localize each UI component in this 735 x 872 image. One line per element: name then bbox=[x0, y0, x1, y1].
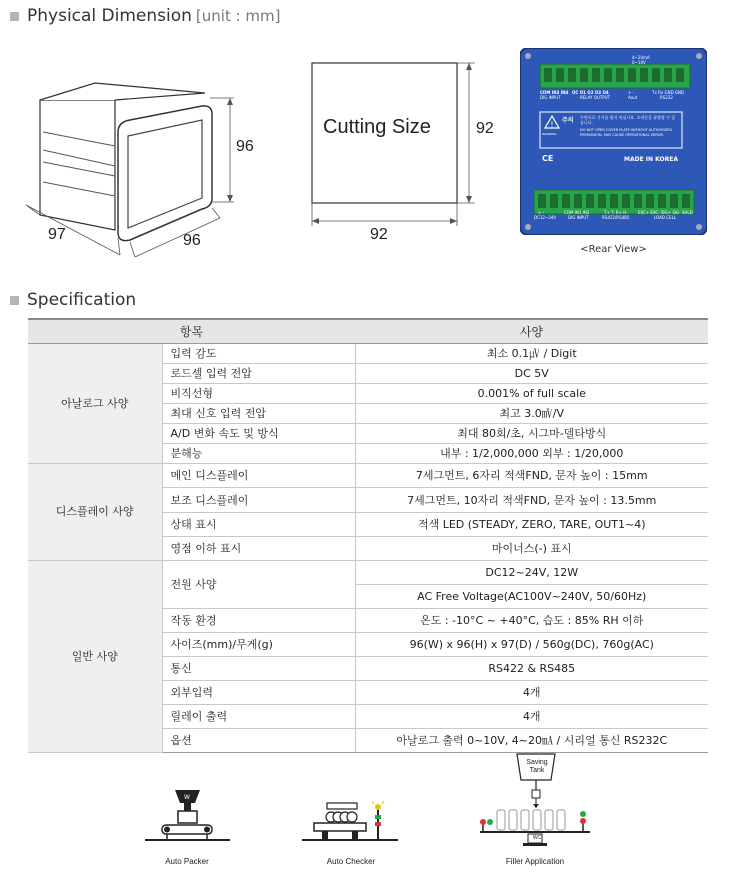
cutting-height-label: 92 bbox=[476, 120, 494, 137]
row-value: 4개 bbox=[355, 680, 708, 704]
rear-warning-text: DO NOT OPEN COVER PLATE WITHOUT AUTHORIZED PERMISSION. MAY CAUSE OPERATIONAL ERROR. bbox=[580, 128, 673, 137]
category-analog: 아날로그 사양 bbox=[28, 343, 162, 463]
table-row bbox=[28, 560, 708, 584]
rear-label-dig-input-top: DIG INPUT bbox=[540, 95, 561, 100]
row-value: 아날로그 출력 0~10V, 4~20㎃ / 시리얼 통신 RS232C bbox=[355, 728, 708, 752]
row-value: RS422 & RS485 bbox=[355, 656, 708, 680]
row-value: DC12~24V, 12W bbox=[355, 560, 708, 584]
row-value: 적색 LED (STEADY, ZERO, TARE, OUT1~4) bbox=[355, 512, 708, 536]
row-item: 로드셀 입력 전압 bbox=[162, 363, 355, 383]
row-value: AC Free Voltage(AC100V~240V, 50/60Hz) bbox=[355, 584, 708, 608]
row-value: 7세그먼트, 6자리 적색FND, 문자 높이 : 15mm bbox=[355, 463, 708, 487]
row-value: 마이너스(-) 표시 bbox=[355, 536, 708, 560]
header-item: 항목 bbox=[28, 319, 355, 343]
rear-label-com-in1-in2: COM IN1 IN2 bbox=[564, 210, 590, 215]
row-value: 온도 : -10°C ~ +40°C, 습도 : 85% RH 이하 bbox=[355, 608, 708, 632]
rear-label-power-pm: + - bbox=[538, 210, 545, 215]
row-item: 보조 디스플레이 bbox=[162, 487, 355, 512]
cutting-size-drawing bbox=[305, 56, 480, 231]
rear-label-dig-input-bottom: DIG INPUT bbox=[568, 215, 589, 220]
rear-label-load-cell: LOAD CELL bbox=[654, 215, 677, 220]
rear-warning-en: WARNING bbox=[542, 132, 557, 136]
rear-label-oc-o1-o4: OC O1 O2 O3 O4 bbox=[572, 90, 609, 95]
rear-view-illustration bbox=[520, 48, 707, 235]
header-value: 사양 bbox=[355, 319, 708, 343]
svg-text:!: ! bbox=[550, 120, 554, 129]
row-item: 통신 bbox=[162, 656, 355, 680]
rear-label-aout-pm: + - bbox=[628, 90, 635, 95]
row-item: 전원 사양 bbox=[162, 560, 355, 608]
row-item: 입력 감도 bbox=[162, 343, 355, 363]
auto-checker-label: Auto Checker bbox=[326, 857, 376, 866]
rear-label-aout: Aout bbox=[628, 95, 638, 100]
row-item: A/D 변화 속도 및 방식 bbox=[162, 423, 355, 443]
rear-label-com-in3-in4: COM IN3 IN4 bbox=[540, 90, 569, 95]
table-header-row bbox=[28, 319, 708, 343]
row-value: 최소 0.1㎶ / Digit bbox=[355, 343, 708, 363]
section-bullet bbox=[10, 12, 19, 21]
rear-label-rs422-rs485: RS422/RS485 bbox=[602, 215, 630, 220]
rear-label-t-r: T+ T- R+ R- bbox=[604, 210, 628, 215]
row-item: 영점 이하 표시 bbox=[162, 536, 355, 560]
rear-label-tx-rx: Tx Rx GND GND bbox=[652, 90, 685, 95]
row-item: 릴레이 출력 bbox=[162, 704, 355, 728]
row-item: 작동 환경 bbox=[162, 608, 355, 632]
section-bullet bbox=[10, 296, 19, 305]
physical-dimension-title: Physical Dimension bbox=[27, 6, 192, 26]
rear-label-dc12-24v: DC12~24V bbox=[534, 215, 557, 220]
rear-warning-title: 주의 bbox=[562, 117, 574, 124]
made-in-korea: MADE IN KOREA bbox=[624, 156, 678, 163]
rear-view-caption: <Rear View> bbox=[580, 244, 647, 255]
row-value: 4개 bbox=[355, 704, 708, 728]
rear-label-0-10v: 0~10V bbox=[632, 60, 646, 65]
row-value: 96(W) x 96(H) x 97(D) / 560g(DC), 760g(AC) bbox=[355, 632, 708, 656]
rear-view-panel bbox=[520, 48, 707, 235]
row-value: 내부 : 1/2,000,000 외부 : 1/20,000 bbox=[355, 443, 708, 463]
row-value: DC 5V bbox=[355, 363, 708, 383]
row-value: 0.001% of full scale bbox=[355, 383, 708, 403]
row-item: 분해능 bbox=[162, 443, 355, 463]
filler-application-label: Filler Application bbox=[505, 857, 565, 866]
cutting-width-label: 92 bbox=[370, 226, 388, 243]
auto-packer-illustration bbox=[140, 785, 235, 850]
auto-checker-illustration bbox=[300, 795, 400, 850]
rear-label-rs232: RS232 bbox=[660, 95, 673, 100]
table-row bbox=[28, 343, 708, 363]
svg-text:W: W bbox=[184, 794, 190, 801]
row-item: 옵션 bbox=[162, 728, 355, 752]
unit-label: [unit : mm] bbox=[195, 7, 281, 25]
rear-label-relay-output: RELAY OUTPUT bbox=[580, 95, 611, 100]
table-row bbox=[28, 463, 708, 487]
cutting-size-label: Cutting Size bbox=[323, 116, 431, 138]
rear-label-4-20ma: 4~20mA bbox=[632, 55, 650, 60]
row-value: 최대 80회/초, 시그마-델타방식 bbox=[355, 423, 708, 443]
row-item: 상태 표시 bbox=[162, 512, 355, 536]
row-item: 비직선형 bbox=[162, 383, 355, 403]
ce-mark: CE bbox=[542, 154, 554, 163]
box-width-label: 96 bbox=[183, 232, 201, 249]
category-general: 일반 사양 bbox=[28, 560, 162, 752]
box-height-label: 96 bbox=[236, 138, 254, 155]
category-display: 디스플레이 사양 bbox=[28, 463, 162, 560]
specification-title: Specification bbox=[27, 290, 137, 310]
specification-heading bbox=[10, 290, 136, 310]
rear-label-exc-sig: EXC+ EXC- SIG+ SIG- SHLD bbox=[638, 210, 693, 215]
row-item: 외부입력 bbox=[162, 680, 355, 704]
auto-packer-label: Auto Packer bbox=[165, 857, 209, 866]
row-item: 메인 디스플레이 bbox=[162, 463, 355, 487]
spec-table bbox=[28, 318, 708, 753]
rear-warning-korean: 무단으로 기기를 열지 마십시오. 오작동을 유발할 수 있습니다. bbox=[580, 115, 676, 125]
row-item: 최대 신호 입력 전압 bbox=[162, 403, 355, 423]
box-depth-label: 97 bbox=[48, 226, 66, 243]
physical-dimension-heading bbox=[10, 6, 281, 26]
row-item: 사이즈(mm)/무게(g) bbox=[162, 632, 355, 656]
wc-label: WC bbox=[532, 835, 542, 841]
row-value: 7세그먼트, 10자리 적색FND, 문자 높이 : 13.5mm bbox=[355, 487, 708, 512]
saving-tank-label: Saving Tank bbox=[526, 759, 548, 774]
row-value: 최고 3.0㎷/V bbox=[355, 403, 708, 423]
